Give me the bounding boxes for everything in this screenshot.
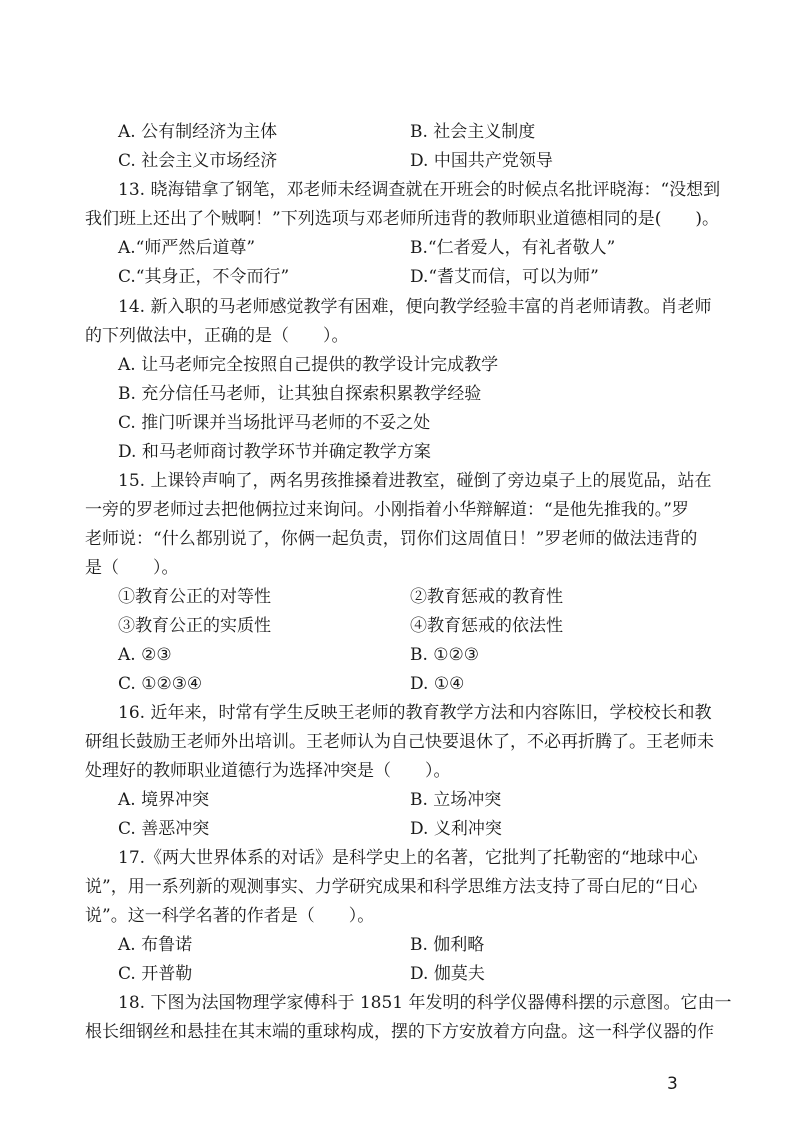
q13-stem-line-1: 13. 晓海错拿了钢笔，邓老师未经调查就在开班会的时候点名批评晓海：“没想到 [118,180,721,200]
q14-option-c: C. 推门听课并当场批评马老师的不妥之处 [118,413,431,433]
q15-stem-line-1: 15. 上课铃声响了，两名男孩推搡着进教室，碰倒了旁边桌子上的展览品，站在 [118,471,712,491]
q15-option-a: A. ②③ [118,645,172,665]
q17-option-c: C. 开普勒 [118,964,193,984]
q17-option-a: A. 布鲁诺 [118,935,193,955]
q17-stem-line-2: 说”，用一系列新的观测事实、力学研究成果和科学思维方法支持了哥白尼的“日心 [85,877,698,897]
q18-stem-line-2: 根长细钢丝和悬挂在其末端的重球构成，摆的下方安放着方向盘。这一科学仪器的作 [85,1022,714,1042]
q14-stem-line-1: 14. 新入职的马老师感觉教学有困难，便向教学经验丰富的肖老师请教。肖老师 [118,297,712,317]
q13-option-d: D.“耆艾而信，可以为师” [410,267,599,287]
q16-option-d: D. 义利冲突 [410,819,502,839]
q14-option-a: A. 让马老师完全按照自己提供的教学设计完成教学 [118,355,499,375]
q13-option-c: C.“其身正，不令而行” [118,267,290,287]
q14-option-d: D. 和马老师商讨教学环节并确定教学方案 [118,442,431,462]
q17-option-d: D. 伽莫夫 [410,964,485,984]
q15-item-4: ④教育惩戒的依法性 [410,616,563,636]
q12-option-c: C. 社会主义市场经济 [118,151,278,171]
q18-stem-line-1: 18. 下图为法国物理学家傅科于 1851 年发明的科学仪器傅科摆的示意图。它由一 [118,993,732,1013]
q15-option-d: D. ①④ [410,674,465,694]
q12-option-d: D. 中国共产党领导 [410,151,553,171]
q15-item-3: ③教育公正的实质性 [118,616,271,636]
q13-stem-line-2: 我们班上还出了个贼啊！”下列选项与邓老师所违背的教师职业道德相同的是( )。 [85,209,719,229]
q16-option-b: B. 立场冲突 [410,790,502,810]
q16-option-a: A. 境界冲突 [118,790,210,810]
q15-stem-line-2: 一旁的罗老师过去把他俩拉过来询问。小刚指着小华辩解道：“是他先推我的。”罗 [85,500,689,520]
q16-option-c: C. 善恶冲突 [118,819,210,839]
q16-stem-line-2: 研组长鼓励王老师外出培训。王老师认为自己快要退休了，不必再折腾了。王老师未 [85,732,714,752]
q15-item-2: ②教育惩戒的教育性 [410,587,563,607]
q14-stem-line-2: 的下列做法中，正确的是（ ）。 [85,326,349,346]
q12-option-b: B. 社会主义制度 [410,122,536,142]
q13-option-a: A.“师严然后道尊” [118,238,256,258]
q15-stem-line-3: 老师说：“什么都别说了，你俩一起负责，罚你们这周值日！”罗老师的做法违背的 [85,529,698,549]
q15-item-1: ①教育公正的对等性 [118,587,271,607]
q14-option-b: B. 充分信任马老师，让其独自探索积累教学经验 [118,384,482,404]
q15-option-b: B. ①②③ [410,645,480,665]
q17-stem-line-1: 17.《两大世界体系的对话》是科学史上的名著，它批判了托勒密的“地球中心 [118,848,698,868]
q17-stem-line-3: 说”。这一科学名著的作者是（ ）。 [85,906,375,926]
q16-stem-line-1: 16. 近年来，时常有学生反映王老师的教育教学方法和内容陈旧，学校校长和教 [118,703,712,723]
q12-option-a: A. 公有制经济为主体 [118,122,278,142]
page-number: 3 [667,1074,678,1094]
q15-stem-line-4: 是（ ）。 [85,558,179,578]
q13-option-b: B.“仁者爱人，有礼者敬人” [410,238,616,258]
q15-option-c: C. ①②③④ [118,674,203,694]
q17-option-b: B. 伽利略 [410,935,485,955]
q16-stem-line-3: 处理好的教师职业道德行为选择冲突是（ ）。 [85,761,451,781]
